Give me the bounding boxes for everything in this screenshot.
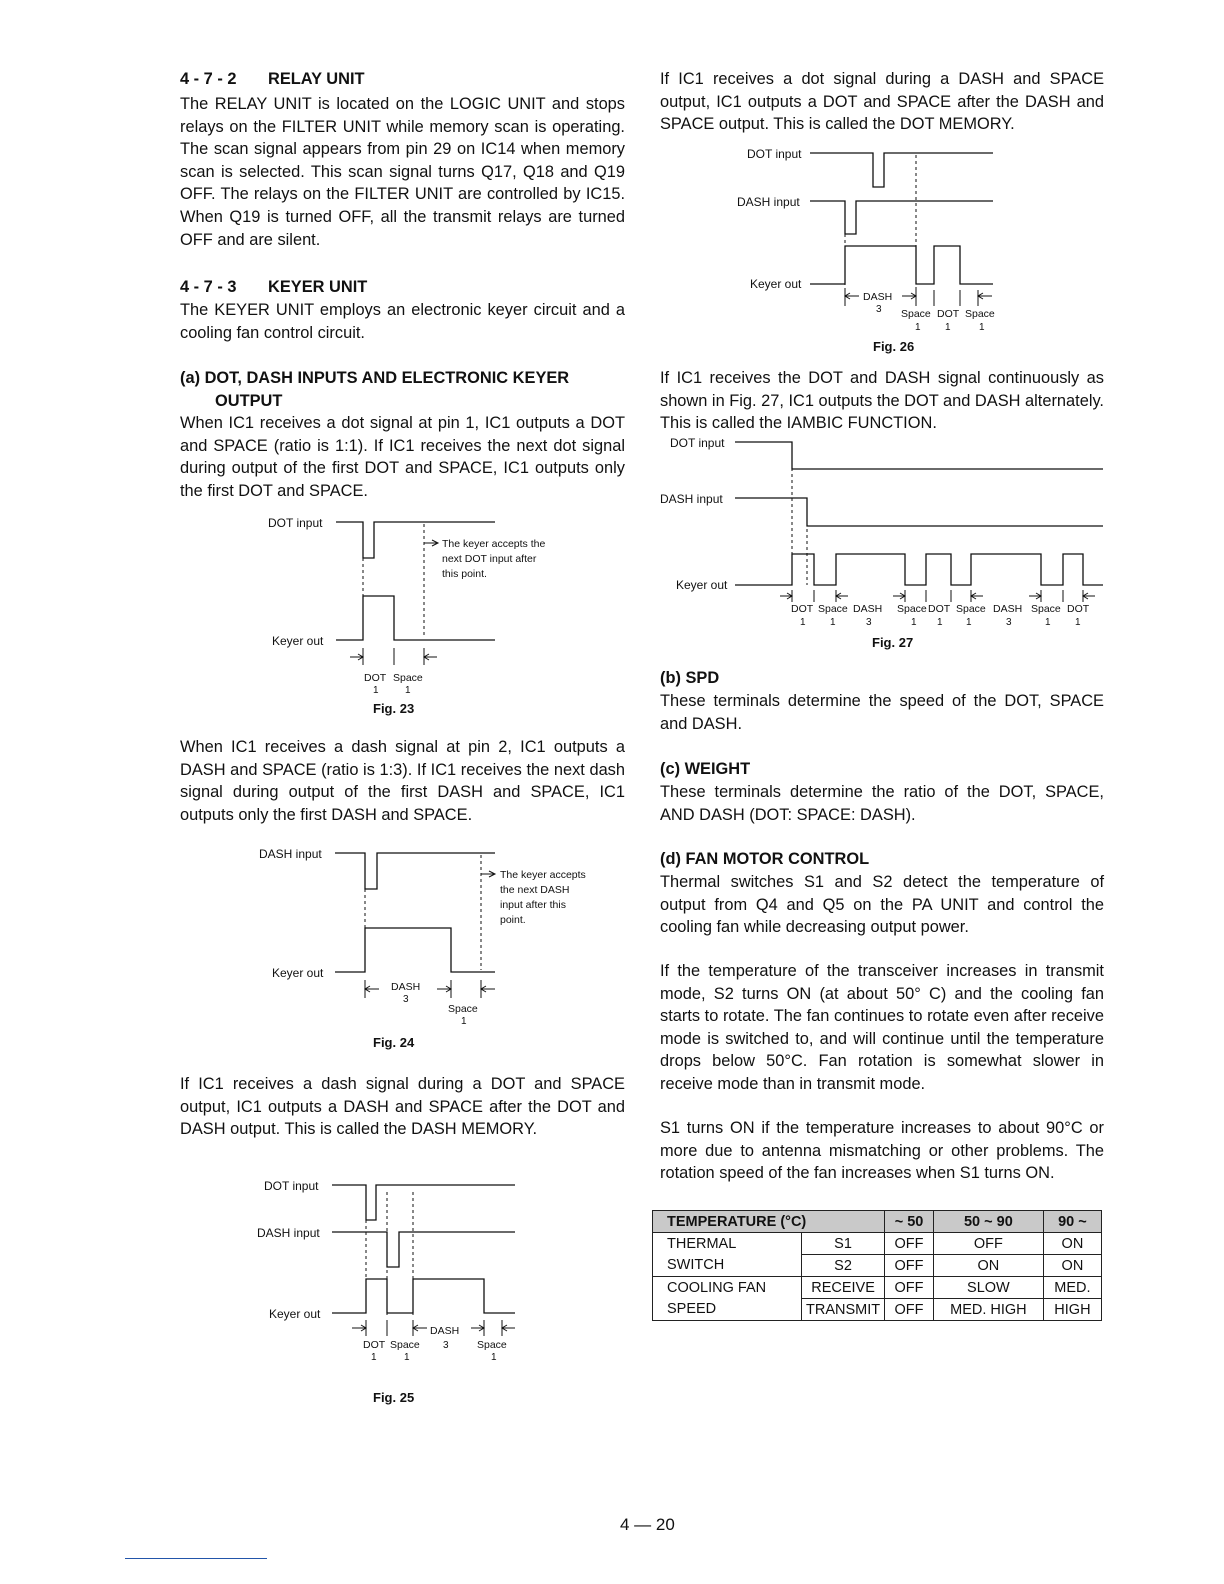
table-cell: MED. xyxy=(1043,1277,1101,1299)
fig27-num: 1 xyxy=(1075,617,1081,628)
subsection-heading-c: (c) WEIGHT xyxy=(660,760,751,778)
fig26-dot-label: DOT xyxy=(937,308,960,320)
fig27-num: 3 xyxy=(866,617,872,628)
fig26-keyer-out-wave xyxy=(810,246,993,284)
fig25-num: 1 xyxy=(491,1352,497,1363)
table-cell: ON xyxy=(1043,1233,1101,1255)
fig24-arrow xyxy=(365,986,379,992)
fig26-arrow xyxy=(845,293,859,299)
fig23-space-label: Space xyxy=(393,672,423,684)
fig25-dash-label: DASH xyxy=(430,1325,460,1337)
fig27-space-label: Space xyxy=(897,603,927,615)
weight-paragraph: These terminals determine the ratio of the DOT, SPACE, AND DASH (DOT: SPACE: DASH). xyxy=(660,783,1104,824)
table-cell: OFF xyxy=(933,1233,1043,1255)
dot-input-paragraph: When IC1 receives a dot signal at pin 1, IC1 outputs a DOT and SPACE (ratio is 1:1). If IC1 receives the next dot signal during output of the first DOT and SPACE, IC1 outputs only the first DOT and SPACE. xyxy=(180,414,625,500)
fig23-dot-label: DOT xyxy=(364,672,387,684)
fig26-num: 1 xyxy=(945,322,951,333)
fig27-num: 1 xyxy=(800,617,806,628)
fig24-note-line: input after this xyxy=(500,899,566,911)
table-cell: OFF xyxy=(885,1233,934,1255)
dash-memory-paragraph: If IC1 receives a dash signal during a DOT and SPACE output, IC1 outputs a DASH and SPACE after the DOT and DASH output. This is called the DASH MEMORY. xyxy=(180,1075,625,1139)
table-header-cell: 50 ~ 90 xyxy=(933,1211,1043,1233)
fan-temperature-paragraph: If the temperature of the transceiver increases in transmit mode, S2 turns ON (at about 50° C) and the cooling fan starts to rotate. The fan continues to rotate even after receive mode is switched to, and will continue until the temperature drops below 50°C. Fan rotation is somewhat slower in receive mode than in transmit mode. xyxy=(660,962,1104,1093)
fig27-space-label: Space xyxy=(1031,603,1061,615)
fig24-note-line: The keyer accepts xyxy=(500,869,586,881)
s1-paragraph: S1 turns ON if the temperature increases to about 90°C or more due to antenna mismatching or other problems. The rotation speed of the fan increases when S1 turns ON. xyxy=(660,1119,1104,1183)
fig25-dot-input-label: DOT input xyxy=(264,1179,319,1193)
table-cell: OFF xyxy=(885,1299,934,1321)
fig26-num: 1 xyxy=(915,322,921,333)
relay-unit-paragraph: The RELAY UNIT is located on the LOGIC UNIT and stops relays on the FILTER UNIT while memory scan is operating. The scan signal appears from pin 29 on IC14 when memory scan is selected. This scan signal turns Q17, Q18 and Q19 OFF. The relays on the FILTER UNIT are controlled by IC15. When Q19 is turned OFF, all the transmit relays are turned OFF and are silent. xyxy=(180,95,625,249)
fig27-dot-label: DOT xyxy=(928,603,951,615)
iambic-paragraph: If IC1 receives the DOT and DASH signal continuously as shown in Fig. 27, IC1 outputs the DOT and DASH alternately. This is called the IAMBIC FUNCTION. xyxy=(660,369,1104,433)
fig27-keyer-out-wave xyxy=(735,554,1103,585)
fig24-tick-lines xyxy=(365,980,481,998)
fig26-arrow xyxy=(902,293,916,299)
fig23-keyer-out-label: Keyer out xyxy=(272,634,324,648)
fig-26-timing-diagram xyxy=(735,140,1015,340)
fig27-arrow xyxy=(836,593,848,599)
table-cell: ON xyxy=(933,1255,1043,1277)
table-cell: S1 xyxy=(802,1233,885,1255)
fan-motor-paragraph: Thermal switches S1 and S2 detect the temperature of output from Q4 and Q5 on the PA UNIT and control the cooling fan while decreasing output power. xyxy=(660,873,1104,937)
fig27-num: 1 xyxy=(830,617,836,628)
table-header-row xyxy=(653,1211,1102,1233)
table-header-cell: ~ 50 xyxy=(885,1211,934,1233)
fig26-keyer-out-label: Keyer out xyxy=(750,277,802,291)
dot-memory-paragraph: If IC1 receives a dot signal during a DASH and SPACE output, IC1 outputs a DOT and SPACE after the DASH and SPACE output. This is called the DOT MEMORY. xyxy=(660,70,1104,134)
fig25-dash-input-label: DASH input xyxy=(257,1226,320,1240)
table-cell: HIGH xyxy=(1043,1299,1101,1321)
table-cell: RECEIVE xyxy=(802,1277,885,1299)
table-cell: THERMAL xyxy=(653,1233,802,1255)
fig25-num: 1 xyxy=(371,1352,377,1363)
table-cell: OFF xyxy=(885,1277,934,1299)
subsection-heading-a: (a) DOT, DASH INPUTS AND ELECTRONIC KEYER OUTPUT xyxy=(180,369,570,410)
fig26-dot-input-label: DOT input xyxy=(747,147,802,161)
table-row xyxy=(653,1233,1102,1255)
fig24-keyer-out-label: Keyer out xyxy=(272,966,324,980)
fig26-space-label: Space xyxy=(901,308,931,320)
fig25-space-label: Space xyxy=(477,1339,507,1351)
fig-24-caption: Fig. 24 xyxy=(373,1035,415,1050)
fig23-num: 1 xyxy=(373,685,379,696)
table-cell: OFF xyxy=(885,1255,934,1277)
table-cell: SPEED xyxy=(653,1299,802,1321)
fig-23-timing-diagram xyxy=(260,510,600,700)
fig-27-caption: Fig. 27 xyxy=(872,635,914,650)
table-row xyxy=(653,1299,1102,1321)
fig27-keyer-out-label: Keyer out xyxy=(676,578,728,592)
fig27-num: 1 xyxy=(911,617,917,628)
fig24-arrow xyxy=(481,871,495,877)
fig25-dot-input-wave xyxy=(332,1185,515,1220)
fig27-arrow xyxy=(1083,593,1095,599)
subsection-heading-d: (d) FAN MOTOR CONTROL xyxy=(660,850,870,868)
fig27-dot-label: DOT xyxy=(791,603,814,615)
fig25-arrow xyxy=(413,1325,427,1331)
fig23-dot-input-label: DOT input xyxy=(268,516,323,530)
fig27-guide-lines xyxy=(792,450,807,585)
fig26-dash-input-label: DASH input xyxy=(737,195,800,209)
section-heading-4-7-3: 4 - 7 - 3 KEYER UNIT xyxy=(180,278,368,296)
keyer-unit-paragraph: The KEYER UNIT employs an electronic keyer circuit and a cooling fan control circuit. xyxy=(180,301,625,342)
fig25-keyer-out-label: Keyer out xyxy=(269,1307,321,1321)
footer-rule xyxy=(125,1558,267,1559)
fig23-arrow xyxy=(424,654,437,660)
table-cell: MED. HIGH xyxy=(933,1299,1043,1321)
fig26-dot-input-wave xyxy=(810,153,993,187)
fig24-num: 3 xyxy=(403,994,409,1005)
fig27-arrow xyxy=(893,593,905,599)
fig25-arrow xyxy=(502,1325,515,1331)
fig23-keyer-out-wave xyxy=(336,596,495,640)
table-header-cell: TEMPERATURE (°C) xyxy=(653,1211,885,1233)
fig23-tick-lines xyxy=(363,648,424,665)
fig23-note-line: this point. xyxy=(442,568,487,580)
fig25-arrow xyxy=(352,1325,366,1331)
subsection-heading-b: (b) SPD xyxy=(660,669,720,687)
fig24-dash-input-wave xyxy=(335,853,495,889)
fig27-arrow xyxy=(1029,593,1041,599)
table-row xyxy=(653,1255,1102,1277)
fig27-num: 1 xyxy=(1045,617,1051,628)
fig27-dash-input-wave xyxy=(735,498,1103,526)
fig25-num: 1 xyxy=(404,1352,410,1363)
fig24-arrow xyxy=(437,986,451,992)
temperature-table xyxy=(652,1210,1102,1321)
fig24-keyer-out-wave xyxy=(335,928,495,972)
fig-26-caption: Fig. 26 xyxy=(873,339,915,354)
fig24-note-line: the next DASH xyxy=(500,884,570,896)
fig-25-caption: Fig. 25 xyxy=(373,1390,415,1405)
fig25-dash-input-wave xyxy=(332,1232,515,1267)
fig27-arrow xyxy=(780,593,792,599)
table-cell: ON xyxy=(1043,1255,1101,1277)
fig27-dot-label: DOT xyxy=(1067,603,1090,615)
fig26-arrow xyxy=(978,293,992,299)
dash-input-paragraph: When IC1 receives a dash signal at pin 2, IC1 outputs a DASH and SPACE (ratio is 1:3). If IC1 receives the next dash signal during output of the first DASH and SPACE, IC1 outputs only the first DASH and SPACE. xyxy=(180,738,625,824)
fig26-num: 3 xyxy=(876,304,882,315)
fig27-dash-label: DASH xyxy=(993,603,1023,615)
fig27-arrow xyxy=(971,593,983,599)
fig23-arrow xyxy=(350,654,363,660)
spd-paragraph: These terminals determine the speed of the DOT, SPACE and DASH. xyxy=(660,692,1104,733)
fig24-dash-input-label: DASH input xyxy=(259,847,322,861)
fig25-arrow xyxy=(471,1325,484,1331)
fig27-dash-input-label: DASH input xyxy=(660,492,723,506)
fig27-num: 3 xyxy=(1006,617,1012,628)
fig27-dot-input-wave xyxy=(735,442,1103,469)
fig27-dash-label: DASH xyxy=(853,603,883,615)
fig27-num: 1 xyxy=(937,617,943,628)
table-cell: S2 xyxy=(802,1255,885,1277)
fig26-dash-label: DASH xyxy=(863,291,893,303)
table-cell: COOLING FAN xyxy=(653,1277,802,1299)
fig-24-timing-diagram xyxy=(255,840,615,1030)
fig24-space-label: Space xyxy=(448,1003,478,1015)
fig-23-caption: Fig. 23 xyxy=(373,701,415,716)
table-row xyxy=(653,1277,1102,1299)
table-cell: SLOW xyxy=(933,1277,1043,1299)
page-number: 4 — 20 xyxy=(620,1515,675,1534)
fig24-arrow xyxy=(481,986,495,992)
table-cell: SWITCH xyxy=(653,1255,802,1277)
fig25-space-label: Space xyxy=(390,1339,420,1351)
fig27-space-label: Space xyxy=(956,603,986,615)
fig27-dot-input-label: DOT input xyxy=(670,436,725,450)
fig23-num: 1 xyxy=(405,685,411,696)
fig25-dot-label: DOT xyxy=(363,1339,386,1351)
fig25-guide-lines xyxy=(366,1192,413,1315)
table-cell: TRANSMIT xyxy=(802,1299,885,1321)
fig27-num: 1 xyxy=(966,617,972,628)
fig25-keyer-out-wave xyxy=(332,1279,515,1313)
fig26-num: 1 xyxy=(979,322,985,333)
fig-27-timing-diagram xyxy=(660,430,1120,630)
table-header-cell: 90 ~ xyxy=(1043,1211,1101,1233)
fig24-num: 1 xyxy=(461,1016,467,1027)
fig23-note-line: next DOT input after xyxy=(442,553,537,565)
fig26-space-label: Space xyxy=(965,308,995,320)
fig25-num: 3 xyxy=(443,1340,449,1351)
fig24-dash-label: DASH xyxy=(391,981,421,993)
fig23-arrow xyxy=(424,540,438,546)
fig27-space-label: Space xyxy=(818,603,848,615)
section-heading-4-7-2: 4 - 7 - 2 RELAY UNIT xyxy=(180,70,365,88)
fig23-note-line: The keyer accepts the xyxy=(442,538,546,550)
fig26-dash-input-wave xyxy=(810,201,993,234)
fig24-note-line: point. xyxy=(500,914,526,926)
fig-25-timing-diagram xyxy=(255,1170,535,1370)
